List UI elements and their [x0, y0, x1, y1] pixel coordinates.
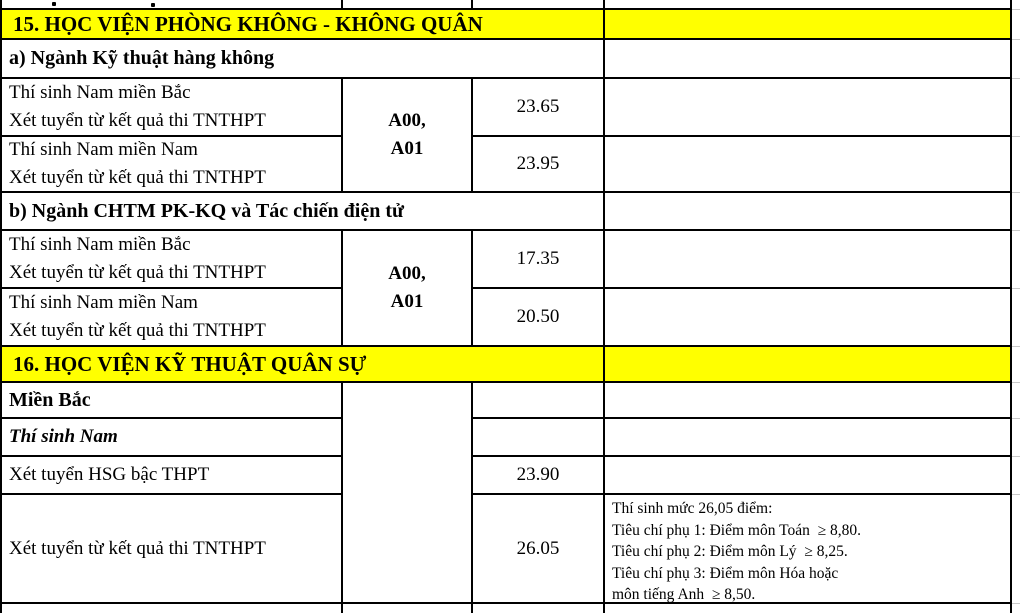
admission-method-line: Xét tuyển từ kết quả thi TNTHPT — [9, 110, 266, 131]
gridline-stub — [1012, 230, 1020, 231]
exam-block-code: A01 — [390, 138, 424, 159]
score-value: 23.65 — [516, 96, 560, 117]
exam-block-code: A00, — [388, 263, 426, 284]
clipped-row-cell — [343, 604, 473, 613]
region-label-cell — [2, 383, 343, 419]
score-value: 26.05 — [516, 537, 560, 559]
gridline-stub — [1012, 288, 1020, 289]
candidate-group-cell — [2, 419, 343, 457]
clipped-row-cell — [473, 0, 605, 10]
candidate-group-label: Thí sinh Nam — [9, 426, 118, 447]
candidate-row-cell — [2, 79, 343, 137]
group-a-label-cell — [2, 40, 605, 79]
right-margin-strip — [1012, 0, 1020, 613]
section-16-title: 16. HỌC VIỆN KỸ THUẬT QUÂN SỰ — [13, 351, 367, 376]
clipped-row-cell — [343, 0, 473, 10]
candidate-row-cell — [2, 137, 343, 193]
candidate-type-line: Thí sinh Nam miền Bắc — [9, 82, 191, 103]
note-cell — [605, 419, 1012, 457]
admission-method-label: Xét tuyển HSG bậc THPT — [9, 464, 210, 485]
clipped-row-cell — [605, 604, 1012, 613]
candidate-type-line: Thí sinh Nam miền Bắc — [9, 234, 191, 255]
gridline-stub — [1012, 136, 1020, 137]
section-16-header — [2, 347, 605, 383]
gridline-stub — [1012, 382, 1020, 383]
candidate-type-line: Thí sinh Nam miền Nam — [9, 292, 198, 313]
note-line: Tiêu chí phụ 1: Điểm môn Toán ≥ 8,80. — [612, 521, 861, 539]
note-line: môn tiếng Anh ≥ 8,50. — [612, 586, 756, 604]
score-value: 17.35 — [516, 248, 560, 269]
score-value: 23.90 — [516, 464, 560, 485]
exam-blocks-empty-cell — [343, 383, 473, 604]
gridline-stub — [1012, 456, 1020, 457]
score-cell — [473, 495, 605, 604]
group-b-label: b) Ngành CHTM PK-KQ và Tác chiến điện tử — [9, 199, 404, 222]
gridline-stub — [1012, 39, 1020, 40]
section-16-header-note-cell — [605, 347, 1012, 383]
note-cell — [605, 137, 1012, 193]
clipped-row-cell — [473, 604, 605, 613]
note-line: Thí sinh mức 26,05 điểm: — [612, 500, 773, 517]
score-empty-cell — [473, 419, 605, 457]
gridline-stub — [1012, 78, 1020, 79]
score-cell — [473, 79, 605, 137]
score-empty-cell — [473, 383, 605, 419]
note-line: Tiêu chí phụ 3: Điểm môn Hóa hoặc — [612, 564, 839, 582]
gridline-stub — [1012, 9, 1020, 10]
score-value: 20.50 — [516, 306, 560, 327]
admission-method-line: Xét tuyển từ kết quả thi TNTHPT — [9, 167, 266, 188]
admission-method-line: Xét tuyển từ kết quả thi TNTHPT — [9, 320, 266, 341]
clipped-row-cell — [605, 0, 1012, 10]
group-b-label-cell — [2, 193, 605, 231]
gridline-stub — [1012, 494, 1020, 495]
admission-method-line: Xét tuyển từ kết quả thi TNTHPT — [9, 262, 266, 283]
gridline-stub — [1012, 192, 1020, 193]
gridline-stub — [1012, 346, 1020, 347]
group-a-note-cell — [605, 40, 1012, 79]
gridline-stub — [1012, 603, 1020, 604]
admission-method-cell — [2, 495, 343, 604]
section-15-header — [2, 10, 605, 40]
note-cell — [605, 457, 1012, 495]
candidate-row-cell — [2, 231, 343, 289]
tiebreaker-notes-cell — [605, 495, 1012, 604]
score-value: 23.95 — [516, 153, 560, 174]
clipped-text-remnant — [151, 3, 155, 7]
candidate-type-line: Thí sinh Nam miền Nam — [9, 139, 198, 160]
score-cell — [473, 137, 605, 193]
group-b-note-cell — [605, 193, 1012, 231]
region-label: Miền Bắc — [9, 388, 91, 411]
section-15-header-note-cell — [605, 10, 1012, 40]
clipped-row-cell — [2, 604, 343, 613]
note-cell — [605, 231, 1012, 289]
section-15-title: 15. HỌC VIỆN PHÒNG KHÔNG - KHÔNG QUÂN — [13, 11, 483, 36]
admission-method-label: Xét tuyển từ kết quả thi TNTHPT — [9, 537, 266, 559]
note-cell — [605, 79, 1012, 137]
candidate-row-cell — [2, 289, 343, 347]
exam-block-code: A00, — [388, 110, 426, 131]
score-cell — [473, 231, 605, 289]
clipped-text-remnant — [52, 2, 56, 6]
score-cell — [473, 457, 605, 495]
score-cell — [473, 289, 605, 347]
exam-blocks-cell — [343, 79, 473, 193]
note-cell — [605, 383, 1012, 419]
exam-block-code: A01 — [390, 291, 424, 312]
note-line: Tiêu chí phụ 2: Điểm môn Lý ≥ 8,25. — [612, 543, 848, 561]
admission-method-cell — [2, 457, 343, 495]
gridline-stub — [1012, 418, 1020, 419]
note-cell — [605, 289, 1012, 347]
exam-blocks-cell — [343, 231, 473, 347]
group-a-label: a) Ngành Kỹ thuật hàng không — [9, 47, 275, 69]
